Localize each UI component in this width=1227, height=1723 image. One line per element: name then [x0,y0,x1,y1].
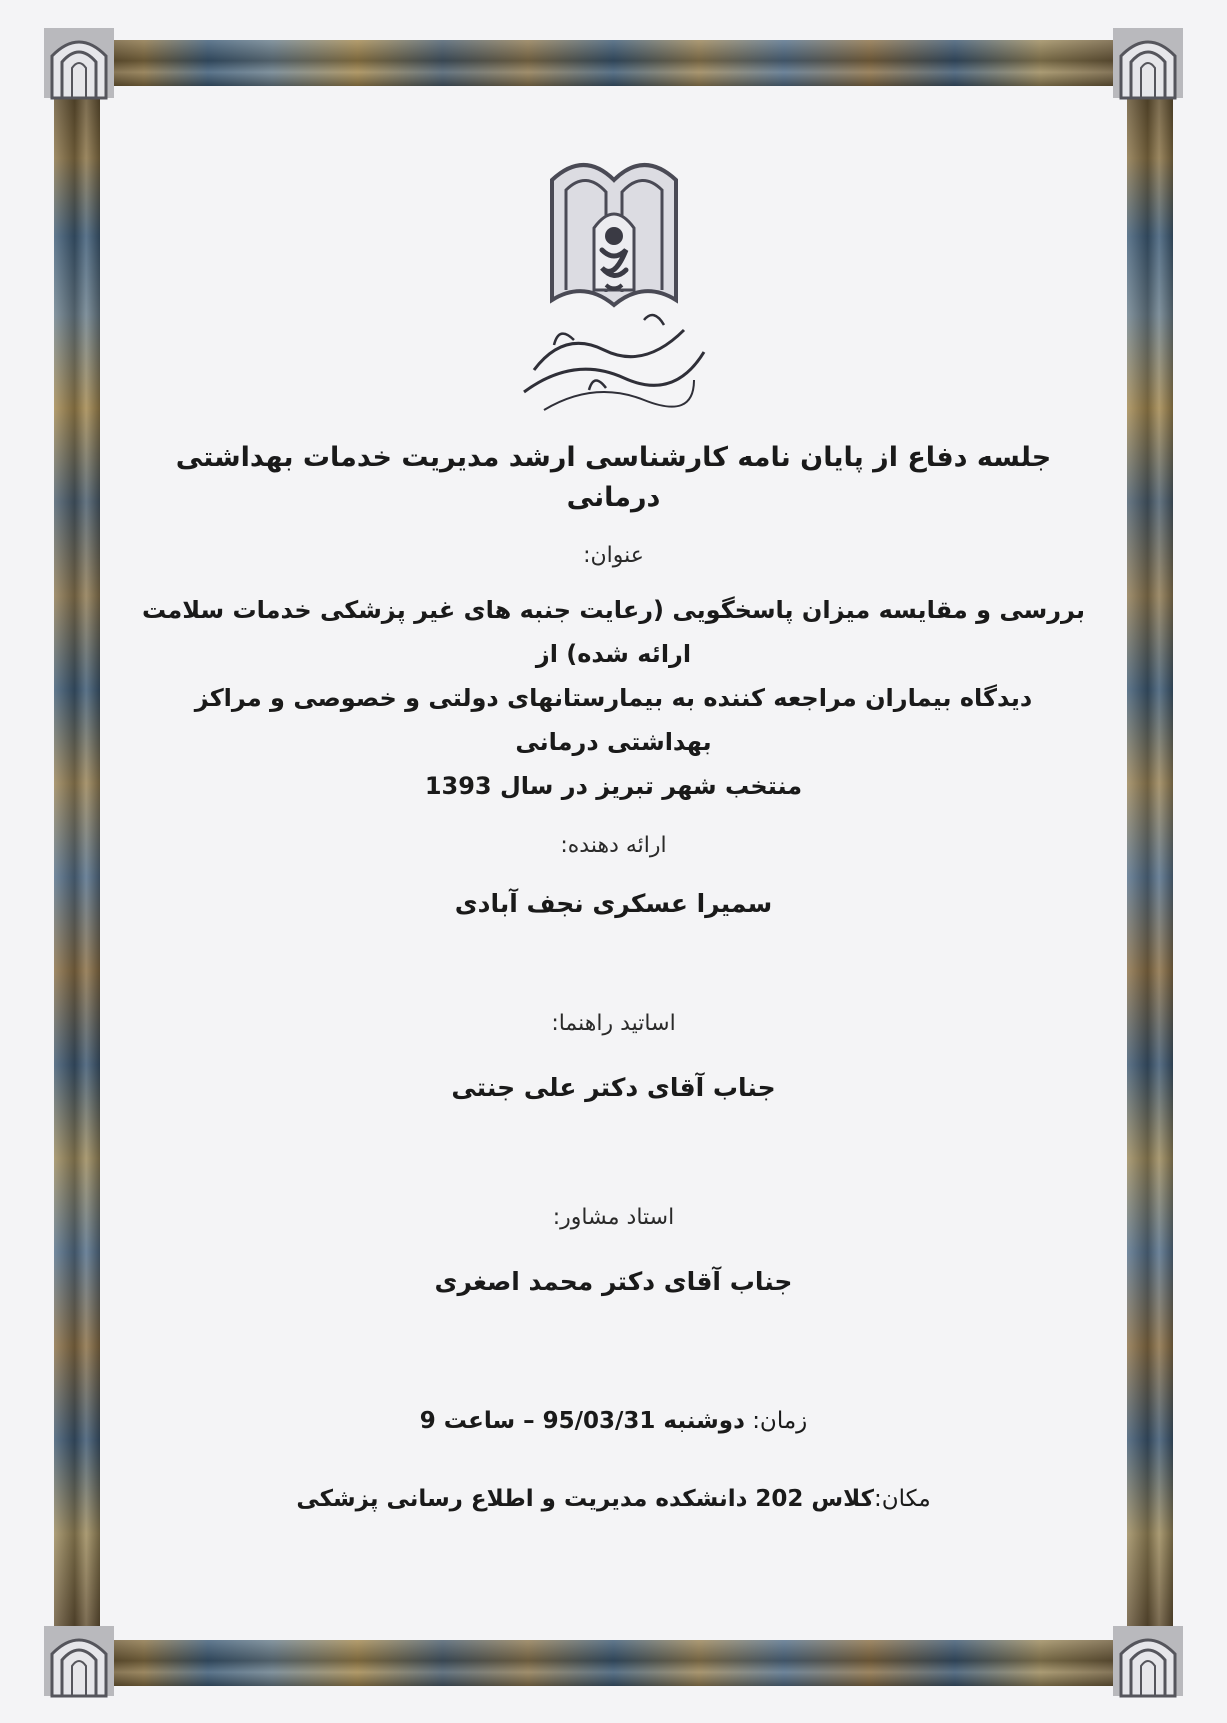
time-value: دوشنبه 95/03/31 – ساعت 9 [419,1408,745,1434]
corner-arch-icon [1111,26,1185,100]
frame-top [80,40,1147,86]
corner-arch-icon [42,26,116,100]
place-label: مکان: [874,1486,931,1512]
supervisor-name: جناب آقای دکتر علی جنتی [451,1073,776,1102]
frame-right [1127,80,1173,1643]
presenter-label: ارائه دهنده: [560,833,667,858]
subject-label: عنوان: [583,543,644,568]
subject-line: بررسی و مقایسه میزان پاسخگویی (رعایت جنبه های غیر پزشکی خدمات سلامت ارائه شده) از [142,596,1085,668]
university-emblem-icon [494,140,734,420]
frame-left [54,80,100,1643]
session-time [140,1404,1087,1438]
advisor-label: استاد مشاور: [552,1205,675,1230]
advisor-name: جناب آقای دکتر محمد اصغری [434,1267,793,1296]
thesis-subject [140,588,1087,808]
announcement-content [140,140,1087,1516]
supervisor-label: اساتید راهنما: [551,1011,676,1036]
place-value: کلاس 202 دانشکده مدیریت و اطلاع رسانی پزشکی [296,1486,875,1512]
time-label: زمان: [752,1408,808,1434]
page-title: جلسه دفاع از پایان نامه کارشناسی ارشد مدیریت خدمات بهداشتی درمانی [175,442,1052,513]
frame-bottom [80,1640,1147,1686]
subject-line: منتخب شهر تبریز در سال 1393 [424,772,803,800]
corner-arch-icon [42,1624,116,1698]
session-place [140,1482,1087,1516]
subject-line: دیدگاه بیماران مراجعه کننده به بیمارستانهای دولتی و خصوصی و مراکز بهداشتی درمانی [194,684,1033,756]
presenter-name: سمیرا عسکری نجف آبادی [454,889,773,918]
corner-arch-icon [1111,1624,1185,1698]
